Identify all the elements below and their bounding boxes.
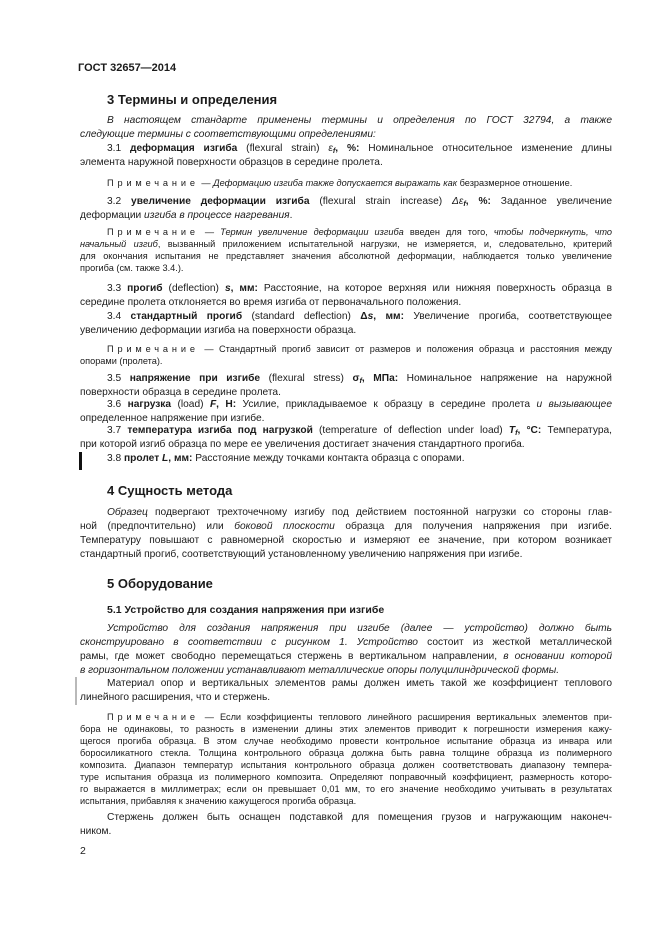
- text-segment: T: [508, 425, 516, 436]
- text-segment: В настоящем стандарте применены термины и определения по ГОСТ 32794, а также: [107, 115, 612, 126]
- text-segment: 3.2: [107, 196, 132, 207]
- text-segment: 3.5: [107, 373, 130, 384]
- text-segment: туре испытания образца из полимерного композита. Определяют поправочный коэффициент, размерность которо-: [80, 772, 612, 782]
- text-line: [80, 372, 612, 386]
- text-line: [80, 691, 612, 705]
- text-segment: следующие термины с соответствующими определениями:: [80, 129, 376, 140]
- text-line: [80, 438, 612, 452]
- text-segment: Δε: [452, 196, 464, 207]
- text-segment: прогиб: [127, 283, 163, 294]
- text-segment: для окончания испытания не представляет значения абсолютной деформации, наблюдается только увеличение: [80, 251, 612, 261]
- paragraph-rod: [80, 811, 612, 839]
- text-segment: (flexural strain): [237, 143, 329, 154]
- text-segment: 3.1: [107, 143, 130, 154]
- text-segment: середине пролета отклоняется во время изгиба от первоначального положения.: [80, 297, 462, 308]
- text-line: [80, 195, 612, 209]
- text-line: [80, 282, 612, 296]
- text-segment: при которой изгиб образца по мере ее увеличения достигает значения стандартного прогиба.: [80, 439, 525, 450]
- text-segment: Расстояние, на которое верхняя или нижняя поверхность образца в: [257, 283, 612, 294]
- term-3-5: [80, 372, 612, 400]
- text-segment: изгиба в процессе нагревания: [144, 210, 290, 221]
- page-number: 2: [80, 845, 86, 857]
- text-segment: рамы, где может свободно перемещаться стержень в вертикальном направлении,: [80, 651, 504, 662]
- text-segment: (flexural stress): [260, 373, 353, 384]
- text-segment: поверхности образца в середине пролета.: [80, 387, 281, 398]
- term-3-1: [80, 142, 612, 170]
- text-line: [80, 723, 612, 735]
- text-line: [80, 759, 612, 771]
- text-segment: (standard deflection): [242, 311, 361, 322]
- term-3-3: [80, 282, 612, 310]
- text-segment: температура изгиба под нагрузкой: [127, 425, 313, 436]
- text-segment: увеличению деформации изгиба на поверхности образца.: [80, 325, 357, 336]
- text-segment: Заданное увеличение: [490, 196, 612, 207]
- text-line: [80, 520, 612, 534]
- text-line: [80, 650, 612, 664]
- text-segment: определенное напряжение при изгибе.: [80, 413, 265, 424]
- text-segment: Деформацию изгиба также допускается выражать как: [213, 178, 458, 188]
- text-segment: деформации: [80, 210, 145, 221]
- text-segment: L: [162, 453, 169, 464]
- text-segment: чтобы подчеркнуть, что: [493, 227, 612, 237]
- term-3-6: [80, 398, 612, 426]
- term-3-4: [80, 310, 612, 338]
- text-segment: начальный изгиб: [80, 239, 158, 249]
- term-3-2: [80, 195, 612, 223]
- subscript: f: [332, 146, 336, 156]
- text-segment: подвергают трехточечному изгибу под действием постоянной нагрузки со стороны глав-: [147, 507, 612, 518]
- note-label: Примечание: [107, 227, 199, 237]
- text-segment: — Если коэффициенты теплового линейного расширения вертикальных элементов при-: [198, 712, 612, 722]
- text-segment: Температуру повышают с равномерной скоростью и измеряют ее значение, при котором возникает: [80, 535, 612, 546]
- text-segment: —: [198, 227, 221, 237]
- text-line: [80, 622, 612, 636]
- text-segment: , мм:: [168, 453, 193, 464]
- text-line: [80, 424, 612, 438]
- text-segment: стандартный прогиб: [130, 311, 243, 322]
- document-code: ГОСТ 32657—2014: [78, 62, 177, 74]
- note-label: Примечание: [107, 712, 199, 722]
- text-segment: F: [209, 399, 217, 410]
- note-term-3-2: [80, 226, 612, 274]
- text-line: [80, 735, 612, 747]
- text-segment: .: [289, 210, 293, 221]
- text-line: [80, 811, 612, 825]
- text-line: [80, 355, 612, 367]
- text-line: [80, 398, 612, 412]
- text-line: [80, 296, 612, 310]
- text-segment: Термин увеличение деформации изгиба: [220, 227, 404, 237]
- text-line: [80, 156, 612, 170]
- text-segment: сконструировано в соответствии с рисунком 1. Устройство: [80, 637, 418, 648]
- text-segment: , °С:: [517, 425, 542, 436]
- text-segment: s: [367, 311, 374, 322]
- note-term-3-4: [80, 343, 612, 367]
- text-line: [80, 142, 612, 156]
- text-segment: состоит из жесткой металлической: [417, 637, 612, 648]
- text-segment: ε: [328, 143, 333, 154]
- text-segment: го выражается в миллиметрах; если он превышает 0,01 мм, то его значение необходимо учитывать в результатах: [80, 784, 612, 794]
- text-segment: испытания, прибавляя к значению кажущегося прогиба образца.: [80, 796, 357, 806]
- text-line: [80, 238, 612, 250]
- text-line: [80, 771, 612, 783]
- subscript: f: [359, 376, 362, 386]
- text-line: [80, 262, 612, 274]
- text-segment: , мм:: [230, 283, 258, 294]
- text-line: [80, 226, 612, 238]
- text-segment: нагрузка: [127, 399, 172, 410]
- text-line: [80, 506, 612, 520]
- text-segment: , МПа:: [361, 373, 399, 384]
- text-segment: Материал опор и вертикальных элементов рамы должен иметь такой же коэффициент теплового: [107, 678, 612, 689]
- text-line: [80, 209, 612, 223]
- text-line: [80, 636, 612, 650]
- section-4-title: 4 Сущность метода: [107, 483, 233, 498]
- text-segment: , мм:: [373, 311, 404, 322]
- text-segment: и вызывающее: [536, 399, 612, 410]
- text-segment: композита. Диапазон температур испытания контрольного образца должен соответствовать диапазону темпера-: [80, 760, 612, 770]
- text-segment: введен для того,: [403, 227, 494, 237]
- text-segment: Δ: [360, 311, 368, 322]
- section-3-title: 3 Термины и определения: [107, 92, 278, 107]
- text-segment: (flexural strain increase): [309, 196, 453, 207]
- text-segment: ником.: [80, 826, 112, 837]
- text-segment: Стержень должен быть оснащен подставкой для помещения грузов и нагружающим наконеч-: [107, 812, 612, 823]
- note-section-5-1: [80, 711, 612, 807]
- change-bar: [75, 677, 77, 705]
- text-segment: Устройство для создания напряжения при изгибе (далее — устройство) должно быть: [107, 623, 612, 634]
- text-segment: стандартный прогиб, соответствующий установленному увеличению напряжения при изгибе.: [80, 549, 523, 560]
- text-segment: щегося прогиба образца. В этом случае необходимо провести контрольное испытание образца из инвара или: [80, 736, 612, 746]
- text-line: [80, 677, 612, 691]
- text-segment: опорами (пролета).: [80, 356, 163, 366]
- text-segment: безразмерное отношение.: [457, 178, 573, 188]
- term-3-8: [80, 452, 612, 466]
- text-segment: ной (предпочтительно) или: [80, 521, 235, 532]
- subsection-5-1-title: 5.1 Устройство для создания напряжения при изгибе: [107, 604, 385, 616]
- text-segment: σ: [352, 373, 360, 384]
- text-segment: деформация изгиба: [129, 143, 238, 154]
- note-term-3-1: [80, 177, 612, 189]
- text-line: [80, 324, 612, 338]
- text-line: [80, 310, 612, 324]
- text-segment: , вызванный приложением испытательной нагрузки, не измеряется, и, следовательно, критерий: [157, 239, 612, 249]
- text-segment: Увеличение прогиба, соответствующее: [403, 311, 612, 322]
- text-segment: 3.6: [107, 399, 128, 410]
- text-segment: Образец: [107, 507, 148, 518]
- note-label: Примечание: [107, 178, 199, 188]
- note-label: Примечание: [107, 344, 199, 354]
- paragraph-material: [80, 677, 612, 705]
- text-segment: —: [198, 178, 214, 188]
- text-segment: Температура,: [541, 425, 612, 436]
- text-segment: 3.3: [107, 283, 128, 294]
- text-segment: в основании которой: [503, 651, 612, 662]
- text-segment: (temperature of deflection under load): [312, 425, 509, 436]
- text-line: [80, 250, 612, 262]
- text-line: [80, 783, 612, 795]
- text-segment: (deflection): [162, 283, 225, 294]
- text-line: [80, 825, 612, 839]
- text-line: [80, 548, 612, 562]
- text-segment: линейного расширения, что и стержень.: [80, 692, 271, 703]
- text-segment: Усилие, прикладываемое к образцу в середине пролета: [236, 399, 537, 410]
- text-segment: , %:: [335, 143, 360, 154]
- text-segment: (load): [171, 399, 210, 410]
- text-segment: увеличение деформации изгиба: [131, 196, 310, 207]
- text-segment: боросиликатного стекла. Толщина контрольного образца должна быть равна толщине образца из полимерного: [80, 748, 612, 758]
- subscript: f: [463, 199, 466, 209]
- text-line: [80, 795, 612, 807]
- text-segment: образца для получения напряжения при изгибе.: [334, 521, 613, 532]
- text-line: [80, 664, 612, 678]
- text-segment: s: [224, 283, 231, 294]
- paragraph-device: [80, 622, 612, 678]
- text-line: [80, 343, 612, 355]
- text-segment: элемента наружной поверхности образцов в середине пролета.: [80, 157, 383, 168]
- text-line: [80, 177, 612, 189]
- section-5-title: 5 Оборудование: [107, 576, 213, 591]
- text-segment: Номинальное относительное изменение длины: [359, 143, 612, 154]
- text-segment: 3.8: [107, 453, 124, 464]
- text-line: [80, 128, 612, 142]
- section-4-paragraph: [80, 506, 612, 562]
- text-segment: напряжение при изгибе: [129, 373, 261, 384]
- text-segment: Номинальное напряжение на наружной: [398, 373, 612, 384]
- term-3-7: [80, 424, 612, 452]
- subscript: f: [515, 428, 518, 438]
- text-segment: боковой плоскости: [234, 521, 335, 532]
- text-segment: прогиба (см. также 3.4.).: [80, 263, 184, 273]
- text-segment: бора не одинаковы, то разность в изменении длины этих элементов приводит к погрешности измерения кажу-: [80, 724, 612, 734]
- text-segment: Расстояние между точками контакта образца с опорами.: [192, 453, 465, 464]
- text-line: [80, 534, 612, 548]
- text-line: [80, 711, 612, 723]
- text-line: [80, 452, 612, 466]
- text-segment: 3.7: [107, 425, 128, 436]
- text-segment: — Стандартный прогиб зависит от размеров и положения образца и расстояния между: [198, 344, 612, 354]
- text-segment: пролет: [124, 453, 163, 464]
- text-line: [80, 114, 612, 128]
- text-segment: 3.4: [107, 311, 131, 322]
- text-line: [80, 747, 612, 759]
- text-segment: , %:: [465, 196, 491, 207]
- text-segment: в горизонтальном положении устанавливают металлические опоры полуцилиндрической формы.: [80, 665, 560, 676]
- section-3-intro: [80, 114, 612, 142]
- text-segment: , Н:: [216, 399, 237, 410]
